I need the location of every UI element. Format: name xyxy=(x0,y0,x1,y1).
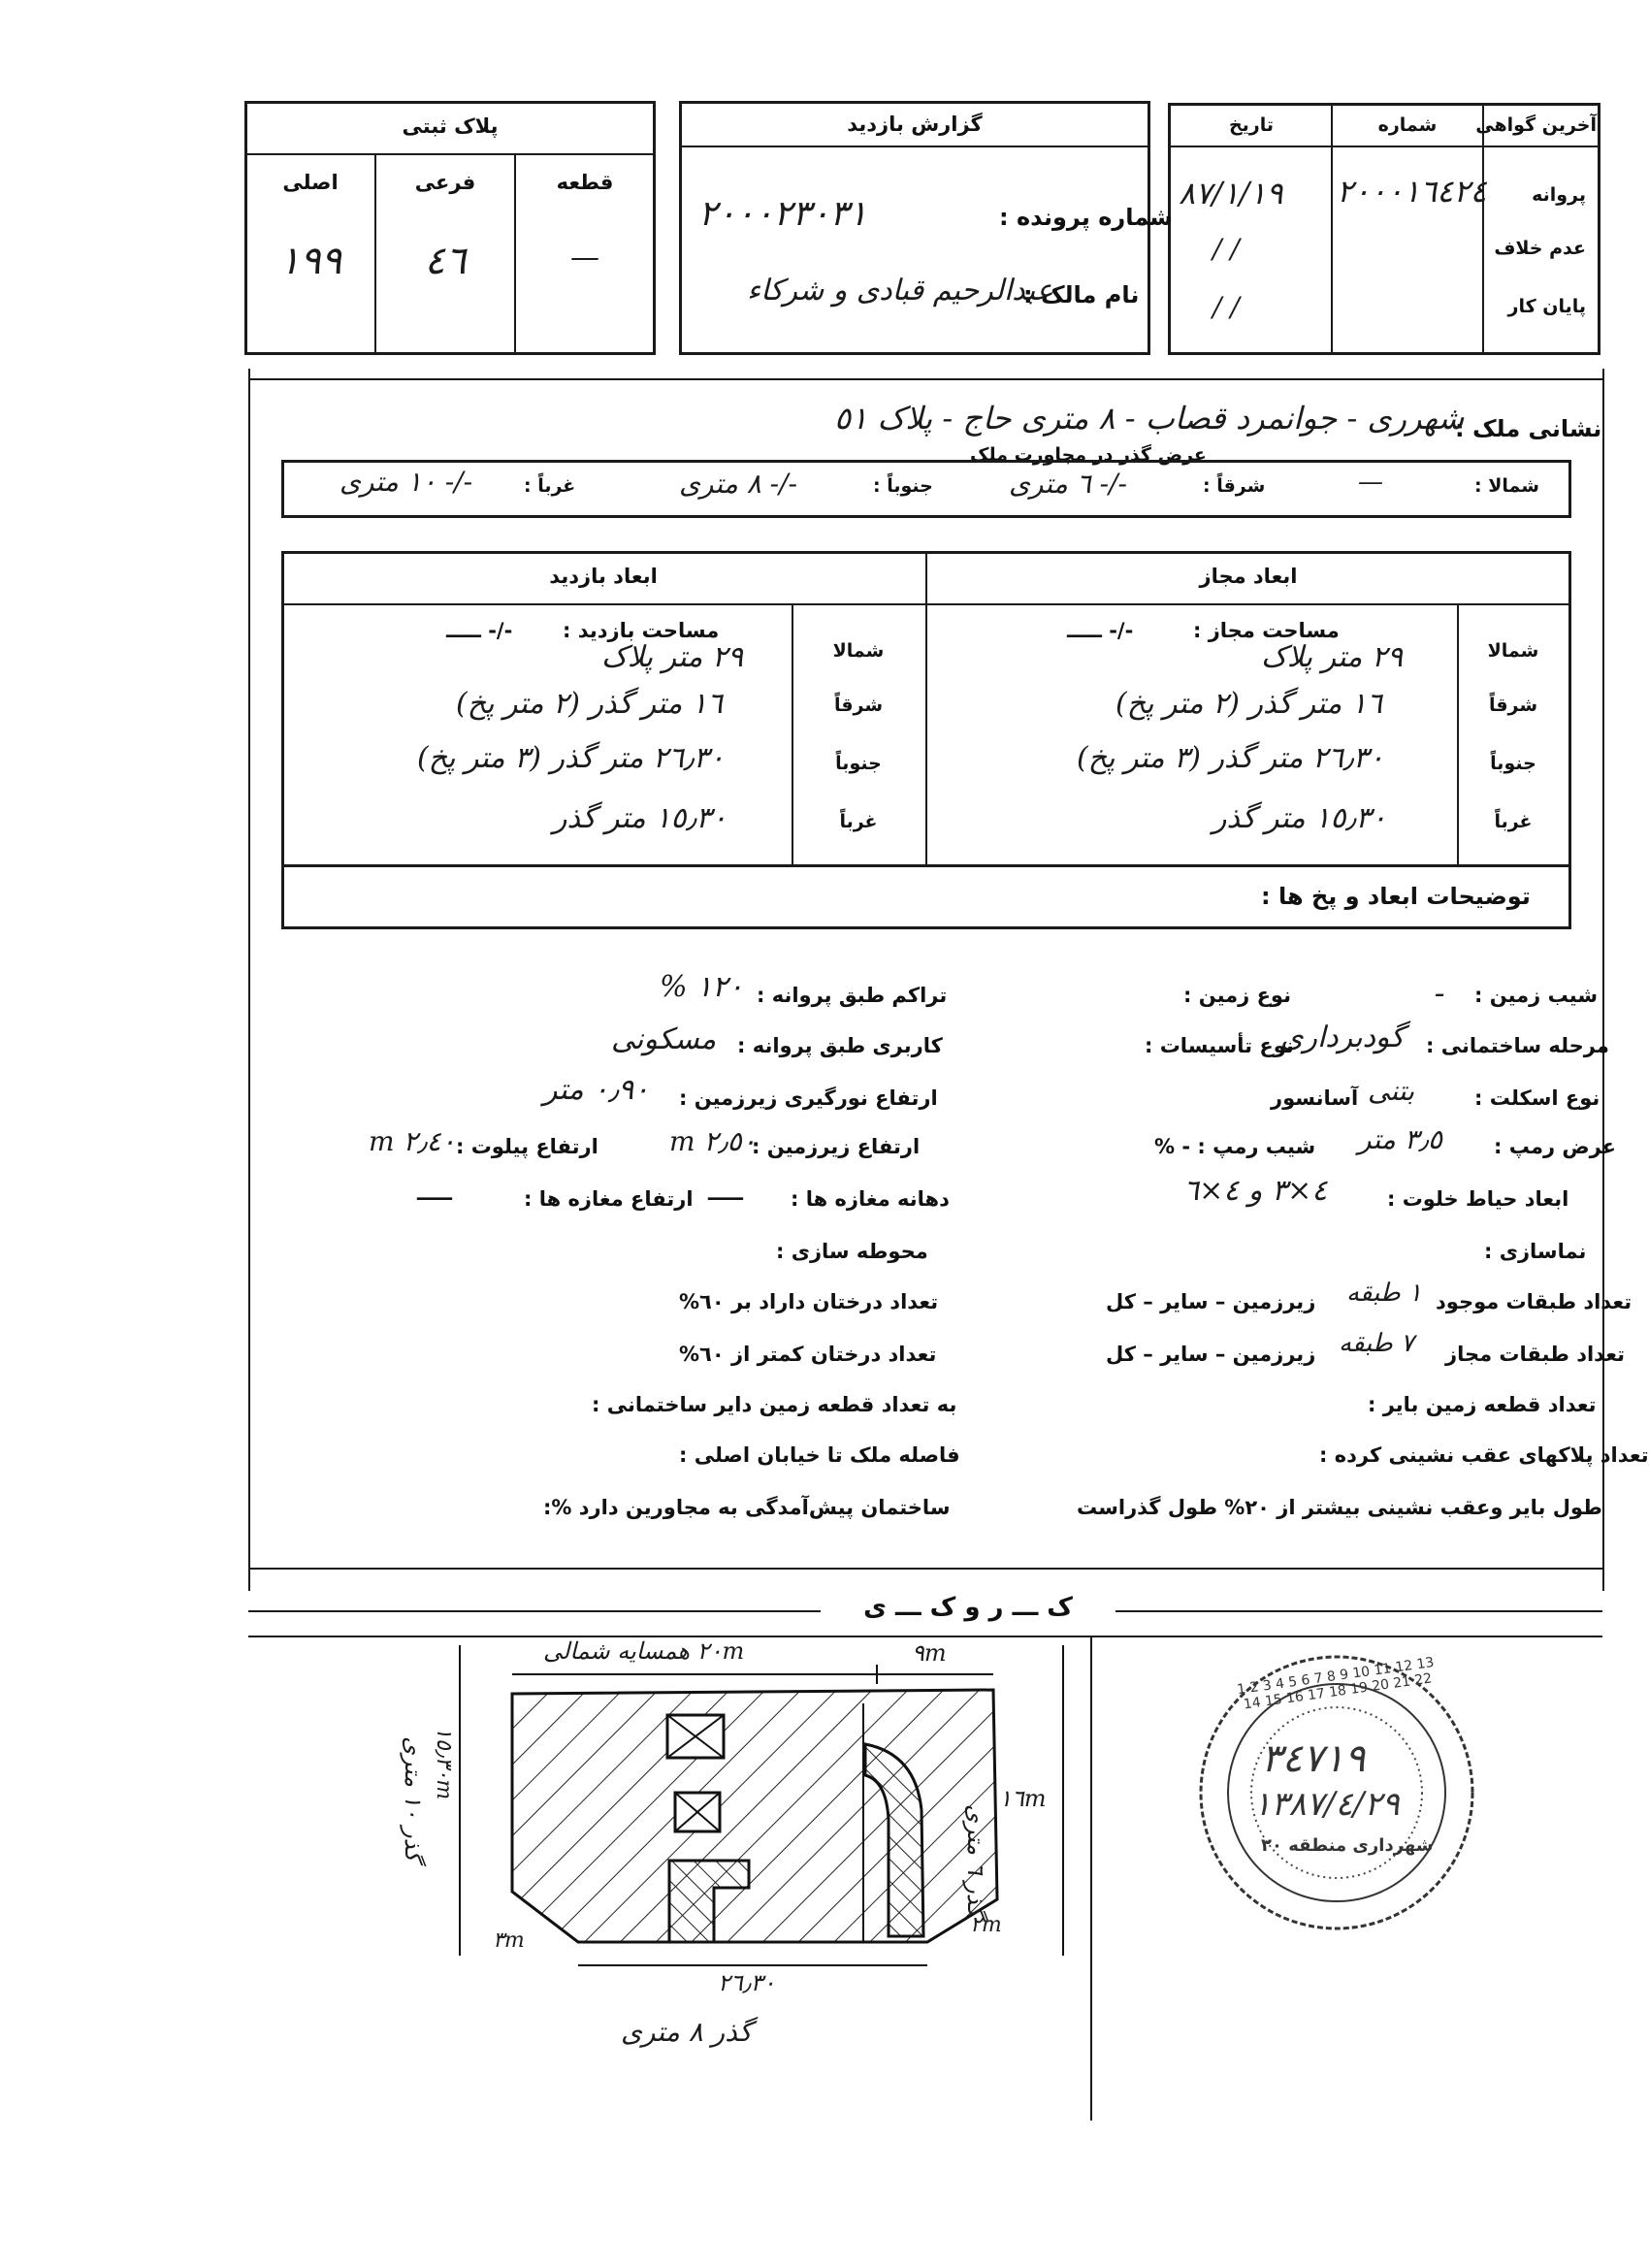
plate-section-value: — xyxy=(570,241,599,275)
vacant-lots-label: تعداد قطعه زمین بایر : xyxy=(1368,1393,1597,1416)
allowed-side-east: شرقاً xyxy=(1488,695,1538,716)
setback-plates-label: تعداد پلاکهای عقب نشینی کرده : xyxy=(1319,1443,1649,1467)
existing-floors-suffix: زیرزمین – سایر – کل xyxy=(1106,1290,1316,1313)
file-number-label: شماره پرونده : xyxy=(999,204,1173,231)
sketch-title: ک ـــ ر و ک ـــ ی xyxy=(863,1593,1073,1622)
elevator-label: آسانسور xyxy=(1271,1086,1359,1110)
sketch-west-side: ١٥٫٣٠m xyxy=(432,1727,456,1800)
allowed-area-value: -/- ـــــ xyxy=(1067,619,1134,642)
plate-col-sub: فرعی xyxy=(414,171,476,194)
visited-side-west: غرباً xyxy=(839,811,878,832)
cert-violation-date: / / xyxy=(1212,233,1240,265)
stamp-number: ٣٤٧١٩ xyxy=(1261,1736,1366,1781)
sketch-corner-se: ٢m xyxy=(970,1913,1002,1937)
visited-area-label: مساحت بازدید : xyxy=(563,619,720,642)
passage-north-label: شمالا : xyxy=(1474,475,1539,497)
sketch-north-right: ٩m xyxy=(912,1639,947,1667)
ramp-width-label: عرض رمپ : xyxy=(1494,1135,1616,1158)
shop-opening-value: ـــــ xyxy=(708,1182,743,1205)
slope-label: شیب زمین : xyxy=(1474,984,1599,1007)
cert-row-permit-label: پروانه xyxy=(1532,184,1586,206)
setback-length-label: طول بایر وعقب نشینی بیشتر از ٢٠% طول گذراست xyxy=(1077,1496,1602,1519)
visit-report-title: گزارش بازدید xyxy=(847,113,983,136)
slope-value: ـ xyxy=(1436,974,1443,1003)
passage-west-label: غرباً : xyxy=(524,475,576,497)
registration-plate-box xyxy=(244,101,656,355)
address-label: نشانی ملک : xyxy=(1455,415,1602,442)
sketch-corner-sw: ٣m xyxy=(493,1928,525,1953)
cert-header-last: آخرین گواهی xyxy=(1475,114,1597,136)
density-value: ١٢٠ % xyxy=(660,970,744,1004)
allowed-side-north: شمالا xyxy=(1487,640,1539,662)
allowed-floors-label: تعداد طبقات مجاز xyxy=(1445,1343,1626,1366)
allowed-floors-value: ٧ طبقه xyxy=(1339,1329,1414,1358)
stamp-ring-numbers: 1 2 3 4 5 6 7 8 9 10 11 12 13 14 15 16 17 18 19 20 21 22 xyxy=(1236,1654,1436,1713)
visited-side-south: جنوباً xyxy=(835,753,882,774)
density-label: تراکم طبق پروانه : xyxy=(757,984,948,1007)
allowed-area-label: مساحت مجاز : xyxy=(1193,619,1340,642)
basement-light-label: ارتفاع نورگیری زیرزمین : xyxy=(679,1086,938,1110)
address-value: شهرری - جوانمرد قصاب - ٨ متری حاج - پلاک ٥١ xyxy=(834,400,1465,437)
visited-east-value: ١٦ متر گذر (٢ متر پخ) xyxy=(456,687,724,721)
cert-row-completion-label: پایان کار xyxy=(1507,296,1586,317)
cert-permit-date: ٨٧/١/١٩ xyxy=(1179,175,1283,211)
allowed-west-value: ١٥٫٣٠ متر گذر xyxy=(1212,801,1387,835)
allowed-dimensions-title: ابعاد مجاز xyxy=(1199,565,1298,588)
basement-height-value: ٢٫٥٠ m xyxy=(669,1125,757,1157)
plate-col-section: قطعه xyxy=(556,171,614,194)
plate-sub-value: ٤٦ xyxy=(424,239,467,283)
passage-widths-title: عرض گذر در مجاورت ملک xyxy=(970,444,1207,466)
existing-floors-value: ١ طبقه xyxy=(1346,1279,1422,1308)
land-type-label: نوع زمین : xyxy=(1183,984,1291,1007)
allowed-side-west: غرباً xyxy=(1494,811,1533,832)
built-lots-label: به تعداد قطعه زمین دایر ساختمانی : xyxy=(592,1393,957,1416)
stamp-date: ١٣٨٧/٤/٢٩ xyxy=(1253,1785,1400,1824)
owner-name-label: نام مالک : xyxy=(1023,281,1140,308)
allowed-side-south: جنوباً xyxy=(1490,753,1536,774)
owner-name-value: عبدالرحیم قبادی و شرکاء xyxy=(747,274,1053,308)
projection-label: ساختمان پیش‌آمدگی به مجاورین دارد %: xyxy=(543,1496,951,1519)
plate-title: پلاک ثبتی xyxy=(402,114,499,138)
ramp-width-value: ٣٫٥ متر xyxy=(1358,1123,1442,1155)
courtyard-label: ابعاد حیاط خلوت : xyxy=(1387,1187,1569,1211)
visited-west-value: ١٥٫٣٠ متر گذر xyxy=(553,801,728,835)
sketch-south-dim: ٢٦٫٣٠ xyxy=(718,1969,776,1996)
landscaping-label: محوطه سازی : xyxy=(776,1240,928,1263)
file-number-value: ٢٠٠٠٢٣٠٣١ xyxy=(698,194,868,234)
shop-opening-label: دهانه مغازه ها : xyxy=(791,1187,950,1211)
notes-label: توضیحات ابعاد و پخ ها : xyxy=(1261,883,1531,910)
ramp-slope-label: شیب رمپ : - % xyxy=(1154,1135,1316,1158)
plate-col-main: اصلی xyxy=(282,171,339,194)
visited-side-north: شمالا xyxy=(832,640,885,662)
facade-label: نماسازی : xyxy=(1484,1240,1587,1263)
facility-type-label: نوع تأسیسات : xyxy=(1145,1034,1294,1057)
basement-height-label: ارتفاع زیرزمین : xyxy=(752,1135,921,1158)
sketch-south-street: گذر ٨ متری xyxy=(621,2016,753,2048)
pilot-height-label: ارتفاع پیلوت : xyxy=(456,1135,598,1158)
passage-east-value: -/- ٦ متری xyxy=(1009,468,1128,500)
visited-dimensions-title: ابعاد بازدید xyxy=(549,565,658,588)
visited-side-east: شرقاً xyxy=(833,695,884,716)
plate-main-value: ١٩٩ xyxy=(278,239,342,283)
sketch-east-street: گذر ٦ متری xyxy=(962,1804,989,1917)
passage-south-label: جنوباً : xyxy=(873,475,933,497)
courtyard-value: ٤×٣ و ٤×٦ xyxy=(1183,1174,1328,1208)
sketch-north-label: ٢٠m همسایه شمالی xyxy=(543,1637,745,1665)
sketch-east-side: ١٦m xyxy=(999,1785,1047,1812)
stamp-authority: شهرداری منطقه ٢٠ xyxy=(1261,1835,1434,1856)
land-use-label: کاربری طبق پروانه : xyxy=(737,1034,943,1057)
parcel-outline xyxy=(512,1690,997,1942)
distance-main-street-label: فاصله ملک تا خیابان اصلی : xyxy=(679,1443,960,1467)
allowed-floors-suffix: زیرزمین – سایر – کل xyxy=(1106,1343,1316,1366)
land-use-value: مسکونی xyxy=(611,1022,717,1056)
shop-height-label: ارتفاع مغازه ها : xyxy=(524,1187,694,1211)
visited-north-value: ٢٩ متر پلاک xyxy=(601,640,744,674)
allowed-south-value: ٢٦٫٣٠ متر گذر (٣ متر پخ) xyxy=(1077,741,1385,775)
passage-north-value: — xyxy=(1358,468,1383,497)
shop-height-value: ـــــ xyxy=(417,1182,452,1205)
cert-header-number: شماره xyxy=(1377,114,1438,136)
sketch-west-street: گذر ١٠ متری xyxy=(400,1736,427,1862)
passage-east-label: شرقاً : xyxy=(1203,475,1266,497)
frame-type-value: بتنی xyxy=(1368,1075,1415,1107)
visited-south-value: ٢٦٫٣٠ متر گذر (٣ متر پخ) xyxy=(417,741,726,775)
cert-permit-number: ٢٠٠٠١٦٤٢٤ xyxy=(1337,173,1487,210)
passage-west-value: -/- ١٠ متری xyxy=(340,466,473,498)
cert-header-date: تاریخ xyxy=(1228,114,1275,136)
trees-over-label: تعداد درختان داراد بر ٦٠% xyxy=(679,1290,939,1313)
construction-stage-value: گودبرداری xyxy=(1280,1021,1405,1054)
basement-light-value: ٠٫٩٠ متر xyxy=(543,1073,650,1107)
allowed-east-value: ١٦ متر گذر (٢ متر پخ) xyxy=(1116,687,1383,721)
pilot-height-value: ٢٫٤٠ m xyxy=(369,1125,456,1157)
construction-stage-label: مرحله ساختمانی : xyxy=(1426,1034,1609,1057)
existing-floors-label: تعداد طبقات موجود xyxy=(1436,1290,1633,1313)
passage-south-value: -/- ٨ متری xyxy=(679,468,798,500)
cert-completion-date: / / xyxy=(1212,291,1240,323)
trees-under-label: تعداد درختان کمتر از ٦٠% xyxy=(679,1343,937,1366)
frame-type-label: نوع اسکلت : xyxy=(1474,1086,1600,1110)
visited-area-value: -/- ـــــ xyxy=(446,619,513,642)
allowed-north-value: ٢٩ متر پلاک xyxy=(1261,640,1404,674)
cert-row-violation-label: عدم خلاف xyxy=(1494,238,1586,259)
